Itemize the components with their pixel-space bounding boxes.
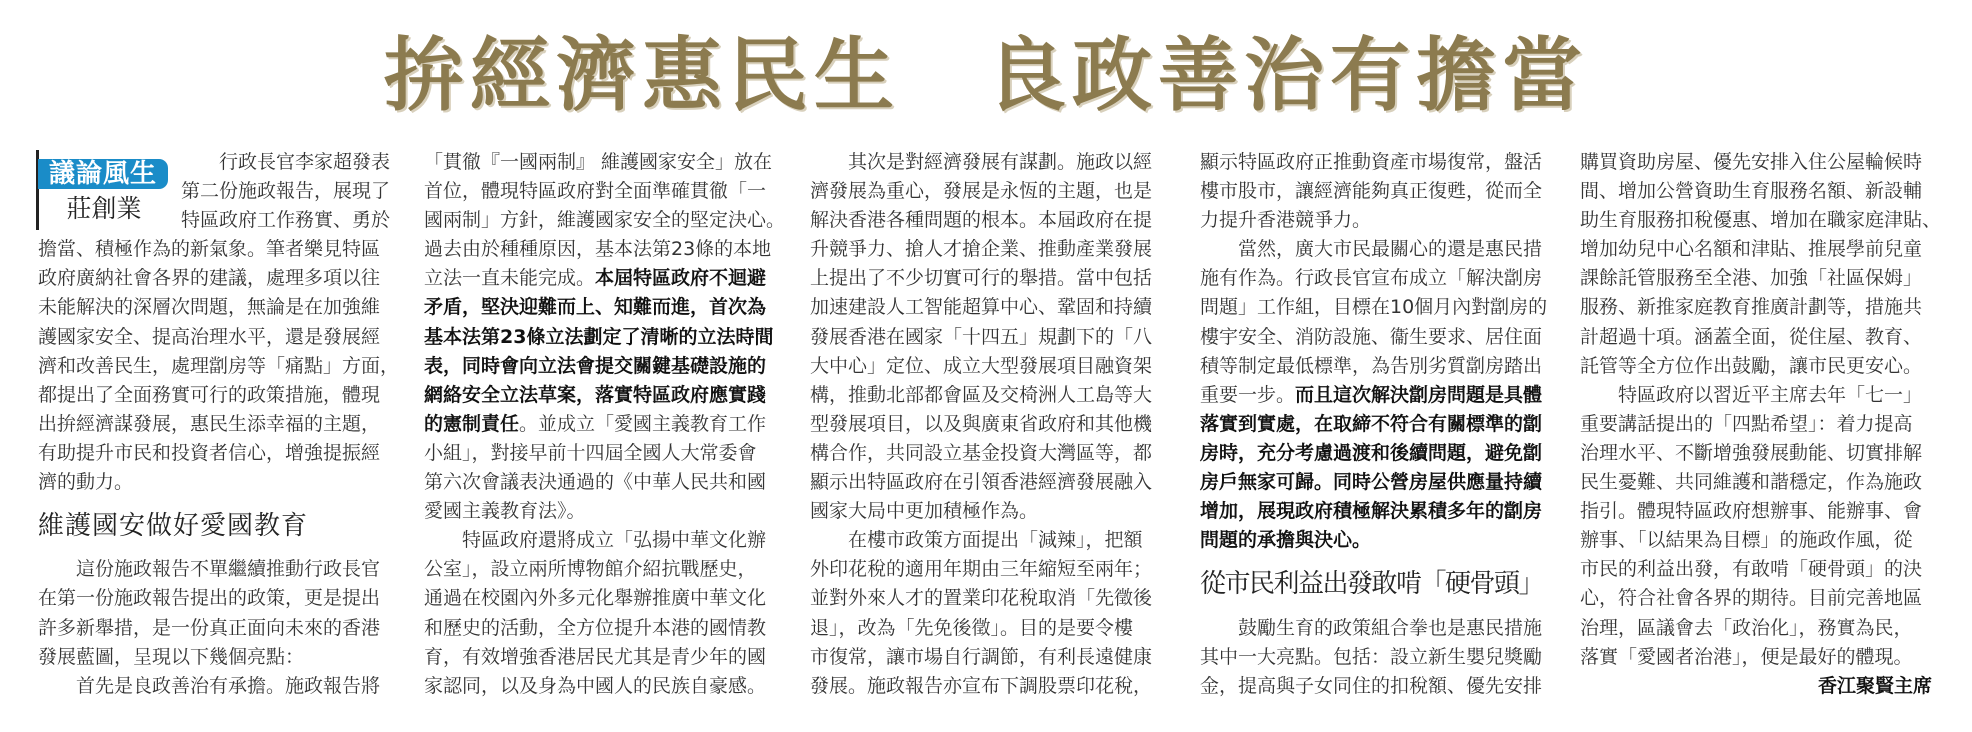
- text-segment: 特區政府以習近平主席去年「七一」: [1580, 383, 1923, 406]
- text-line: [1200, 206, 1552, 235]
- text-line: [1200, 614, 1552, 643]
- text-segment: 發展。施政報告亦宣布下調股票印花稅，: [810, 674, 1153, 697]
- bold-text: 的憲制責任: [424, 412, 520, 435]
- bold-text: 網絡安全立法草案，落實特區政府應實踐: [424, 383, 767, 406]
- text-segment: 第二份施政報告，展現了: [180, 180, 390, 203]
- text-line: [38, 410, 390, 439]
- text-line: [810, 468, 1162, 497]
- text-segment: 外印花稅的適用年期由三年縮短至兩年；: [810, 558, 1153, 581]
- text-line: [1580, 439, 1932, 468]
- text-line: [1200, 293, 1552, 322]
- text-line: [1200, 468, 1552, 497]
- text-segment: 發展藍圖，呈現以下幾個亮點：: [38, 645, 305, 668]
- text-segment: 顯示特區政府正推動資產市場復常，盤活: [1200, 151, 1543, 173]
- text-line: [1580, 410, 1932, 439]
- text-segment: 立法一直未能完成。: [424, 267, 596, 290]
- text-line: [1580, 264, 1932, 293]
- text-line: [1580, 381, 1932, 410]
- article-column-1: [38, 148, 400, 701]
- text-line: [1580, 526, 1932, 555]
- text-segment: 護國家安全、提高治理水平，還是發展經: [38, 325, 381, 348]
- text-segment: 治理水平、不斷增強發展動能、切實排解: [1580, 441, 1923, 464]
- article-column-5: [1580, 148, 1942, 701]
- section-heading: 從市民利益出發敢啃「硬骨頭」: [1200, 569, 1544, 600]
- text-line: [38, 584, 390, 613]
- text-line: [810, 584, 1162, 613]
- text-segment: 公室」，設立兩所博物館介紹抗戰歷史，: [424, 558, 757, 581]
- text-segment: 行政長官李家超發表: [218, 151, 390, 173]
- text-segment: 指引。體現特區政府想辦事、能辦事、會: [1580, 500, 1923, 523]
- text-segment: 施有作為。行政長官宣布成立「解決劏房: [1200, 267, 1543, 290]
- bold-text: 增加，展現政府積極解決累積多年的劏房: [1200, 500, 1543, 523]
- text-segment: 大中心」定位、成立大型發展項目融資架: [810, 354, 1153, 377]
- text-line: [1580, 235, 1932, 264]
- text-segment: 服務、新推家庭教育推廣計劃等，措施共: [1580, 296, 1923, 319]
- text-line: [424, 555, 776, 584]
- text-segment: 濟和改善民生，處理劏房等「痛點」方面，: [38, 354, 400, 377]
- text-segment: 辦事、「以結果為目標」的施政作風，從: [1580, 529, 1913, 552]
- text-line: [810, 410, 1162, 439]
- text-segment: 民生憂難、共同維護和諧穩定，作為施政: [1580, 471, 1923, 494]
- text-segment: 間、增加公營資助生育服務名額、新設輔: [1580, 180, 1923, 203]
- text-line: [1200, 235, 1552, 264]
- text-segment: 課餘託管服務至全港、加強「社區保姆」: [1580, 267, 1923, 290]
- text-segment: 小組」，對接早前十四屆全國人大常委會: [424, 441, 757, 464]
- text-line: [1200, 177, 1552, 206]
- text-segment: 其次是對經濟發展有謀劃。施政以經: [810, 151, 1153, 173]
- text-line: [38, 148, 390, 177]
- text-line: [424, 264, 776, 293]
- text-line: [1200, 352, 1552, 381]
- text-line: [38, 643, 390, 672]
- text-segment: 樓宇安全、消防設施、衞生要求、居住面: [1200, 325, 1543, 348]
- text-line: [1200, 497, 1552, 526]
- bold-text: 香江聚賢主席: [1817, 674, 1932, 697]
- text-line: [1200, 526, 1552, 555]
- text-line: [424, 148, 776, 177]
- text-segment: 顯示出特區政府在引領香港經濟發展融入: [810, 471, 1153, 494]
- bold-text: 矛盾，堅決迎難而上、知難而進，首次為: [424, 296, 767, 319]
- text-line: [810, 264, 1162, 293]
- text-segment: 市民的利益出發，有敢啃「硬骨頭」的決: [1580, 558, 1923, 581]
- text-line: [424, 672, 776, 701]
- text-line: [424, 497, 776, 526]
- author-title: [1580, 672, 1932, 701]
- text-line: [424, 643, 776, 672]
- text-segment: 許多新舉措，是一份真正面向未來的香港: [38, 616, 381, 639]
- text-segment: 國兩制」方針，維護國家安全的堅定決心。: [424, 209, 786, 232]
- text-segment: 過去由於種種原因，基本法第23條的本地: [424, 238, 772, 261]
- text-segment: 治理，區議會去「政治化」，務實為民，: [1580, 616, 1913, 639]
- bold-text: 問題的承擔與決心。: [1200, 529, 1372, 552]
- text-line: [424, 381, 776, 410]
- text-segment: 首位，體現特區政府對全面準確貫徹「一: [424, 180, 767, 203]
- text-line: [38, 614, 390, 643]
- text-line: [1580, 148, 1932, 177]
- article-column-4: [1200, 148, 1552, 701]
- text-line: [1580, 323, 1932, 352]
- text-segment: 未能解決的深層次問題，無論是在加強維: [38, 296, 381, 319]
- text-line: [810, 206, 1162, 235]
- text-line: [1200, 410, 1552, 439]
- text-segment: 發展香港在國家「十四五」規劃下的「八: [810, 325, 1153, 348]
- text-segment: 擔當、積極作為的新氣象。筆者樂見特區: [38, 238, 381, 261]
- text-line: [424, 323, 776, 352]
- text-line: [38, 206, 390, 235]
- bold-text: 房戶無家可歸。同時公營房屋供應量持續: [1200, 471, 1543, 494]
- text-segment: 都提出了全面務實可行的政策措施，體現: [38, 383, 381, 406]
- text-segment: 重要講話提出的「四點希望」：着力提高: [1580, 412, 1913, 435]
- text-line: [38, 468, 390, 497]
- bold-text: 表，同時會向立法會提交關鍵基礎設施的: [424, 354, 767, 377]
- text-line: [424, 293, 776, 322]
- text-segment: 濟的動力。: [38, 471, 134, 494]
- text-line: [38, 555, 390, 584]
- text-line: [1200, 439, 1552, 468]
- bold-text: 落實到實處，在取締不符合有關標準的劏: [1200, 412, 1543, 435]
- text-segment: 型發展項目，以及與廣東省政府和其他機: [810, 412, 1153, 435]
- text-line: [1580, 555, 1932, 584]
- text-segment: 積等制定最低標準，為告別劣質劏房踏出: [1200, 354, 1543, 377]
- text-line: [1200, 643, 1552, 672]
- text-segment: 樓市股市，讓經濟能夠真正復甦，從而全: [1200, 180, 1543, 203]
- text-line: [810, 497, 1162, 526]
- text-segment: 購買資助房屋、優先安排入住公屋輪候時: [1580, 151, 1923, 173]
- text-line: [38, 177, 390, 206]
- text-line: [1200, 672, 1552, 701]
- text-line: [424, 468, 776, 497]
- article-column-2: [424, 148, 786, 701]
- text-segment: 通過在校園內外多元化舉辦推廣中華文化: [424, 587, 767, 610]
- text-line: [810, 148, 1162, 177]
- text-segment: 育，有效增強香港居民尤其是青少年的國: [424, 645, 767, 668]
- text-segment: 當然，廣大市民最關心的還是惠民措: [1200, 238, 1543, 261]
- text-segment: 首先是良政善治有承擔。施政報告將: [38, 674, 381, 697]
- text-line: [424, 439, 776, 468]
- text-segment: 退」，改為「先免後徵」。目的是要令樓: [810, 616, 1134, 639]
- text-line: [1200, 148, 1552, 177]
- text-segment: 特區政府還將成立「弘揚中華文化辦: [424, 529, 767, 552]
- column-label-badge: 議論風生: [38, 159, 168, 189]
- text-line: [38, 672, 390, 701]
- text-line: [810, 177, 1162, 206]
- text-line: [810, 614, 1162, 643]
- text-line: [1200, 381, 1552, 410]
- text-segment: 出拚經濟謀發展，惠民生添幸福的主題，: [38, 412, 381, 435]
- author-name: 莊創業: [66, 194, 142, 223]
- text-line: [1580, 614, 1932, 643]
- text-line: [424, 352, 776, 381]
- text-line: [38, 293, 390, 322]
- text-segment: 國家大局中更加積極作為。: [810, 500, 1039, 523]
- text-line: [38, 439, 390, 468]
- text-line: [424, 584, 776, 613]
- text-line: [810, 352, 1162, 381]
- text-line: [810, 672, 1162, 701]
- text-segment: 解決香港各種問題的根本。本屆政府在提: [810, 209, 1153, 232]
- text-line: [810, 323, 1162, 352]
- headline: 拚經濟惠民生 良政善治有擔當: [384, 28, 1588, 122]
- text-segment: 在第一份施政報告提出的政策，更是提出: [38, 587, 381, 610]
- text-segment: 構合作，共同設立基金投資大灣區等，都: [810, 441, 1153, 464]
- section-heading: 維護國安做好愛國教育: [38, 511, 309, 542]
- text-segment: 重要一步。: [1200, 383, 1296, 406]
- text-line: [1580, 497, 1932, 526]
- text-segment: 和歷史的活動，全方位提升本港的國情教: [424, 616, 767, 639]
- text-line: [1580, 177, 1932, 206]
- text-line: [424, 177, 776, 206]
- text-line: [38, 323, 390, 352]
- text-segment: 市復常，讓市場自行調節，有利長遠健康: [810, 645, 1153, 668]
- text-line: [810, 439, 1162, 468]
- text-line: [38, 235, 390, 264]
- text-segment: 升競爭力、搶人才搶企業、推動產業發展: [810, 238, 1153, 261]
- text-segment: 濟發展為重心，發展是永恆的主題，也是: [810, 180, 1153, 203]
- text-segment: 託管等全方位作出鼓勵，讓市民更安心。: [1580, 354, 1923, 377]
- text-line: [810, 381, 1162, 410]
- text-line: [1580, 584, 1932, 613]
- text-line: [1200, 264, 1552, 293]
- text-segment: 落實「愛國者治港」，便是最好的體現。: [1580, 645, 1913, 668]
- text-segment: 助生育服務扣稅優惠、增加在職家庭津貼、: [1580, 209, 1942, 232]
- text-segment: 特區政府工作務實、勇於: [180, 209, 390, 232]
- text-line: [424, 614, 776, 643]
- bold-text: 房時，充分考慮過渡和後續問題，避免劏: [1200, 441, 1543, 464]
- bold-text: 基本法第23條立法劃定了清晰的立法時間: [424, 325, 774, 348]
- text-segment: 並對外來人才的置業印花稅取消「先徵後: [810, 587, 1153, 610]
- text-segment: 第六次會議表決通過的《中華人民共和國: [424, 471, 767, 494]
- text-line: [38, 264, 390, 293]
- text-segment: 計超過十項。涵蓋全面，從住屋、教育、: [1580, 325, 1923, 348]
- text-segment: 家認同，以及身為中國人的民族自豪感。: [424, 674, 767, 697]
- text-line: [810, 643, 1162, 672]
- text-segment: 金，提高與子女同住的扣稅額、優先安排: [1200, 674, 1543, 697]
- text-line: [810, 526, 1162, 555]
- text-line: [1580, 468, 1932, 497]
- text-segment: 愛國主義教育法》。: [424, 500, 586, 523]
- text-segment: 力提升香港競爭力。: [1200, 209, 1372, 232]
- text-segment: 有助提升市民和投資者信心，增強提振經: [38, 441, 381, 464]
- text-line: [1580, 643, 1932, 672]
- text-line: [810, 235, 1162, 264]
- text-segment: 。並成立「愛國主義教育工作: [519, 412, 767, 435]
- text-segment: 這份施政報告不單繼續推動行政長官: [38, 558, 381, 581]
- text-line: [810, 555, 1162, 584]
- text-line: [1580, 352, 1932, 381]
- text-line: [424, 235, 776, 264]
- text-segment: 心，符合社會各界的期待。目前完善地區: [1580, 587, 1923, 610]
- text-segment: 鼓勵生育的政策組合拳也是惠民措施: [1200, 616, 1543, 639]
- bold-text: 本屆特區政府不迴避: [595, 267, 767, 290]
- text-segment: 上提出了不少切實可行的舉措。當中包括: [810, 267, 1153, 290]
- text-line: [38, 352, 400, 381]
- text-segment: 增加幼兒中心名額和津貼、推展學前兒童: [1580, 238, 1923, 261]
- text-segment: 問題」工作組，目標在10個月內對劏房的: [1200, 296, 1548, 319]
- text-line: [424, 410, 776, 439]
- text-line: [424, 206, 786, 235]
- text-line: [1580, 293, 1932, 322]
- text-segment: 其中一大亮點。包括：設立新生嬰兒獎勵: [1200, 645, 1543, 668]
- text-line: [38, 381, 390, 410]
- text-segment: 「貫徹『一國兩制』 維護國家安全」放在: [424, 151, 773, 173]
- text-line: [424, 526, 776, 555]
- text-line: [1200, 323, 1552, 352]
- text-line: [810, 293, 1162, 322]
- text-segment: 構，推動北部都會區及交椅洲人工島等大: [810, 383, 1153, 406]
- bold-text: 而且這次解決劏房問題是具體: [1295, 383, 1543, 406]
- text-segment: 政府廣納社會各界的建議，處理多項以往: [38, 267, 381, 290]
- text-segment: 加速建設人工智能超算中心、鞏固和持續: [810, 296, 1153, 319]
- text-segment: 在樓市政策方面提出「減辣」，把額: [810, 529, 1143, 552]
- article-column-3: [810, 148, 1162, 701]
- text-line: [1580, 206, 1942, 235]
